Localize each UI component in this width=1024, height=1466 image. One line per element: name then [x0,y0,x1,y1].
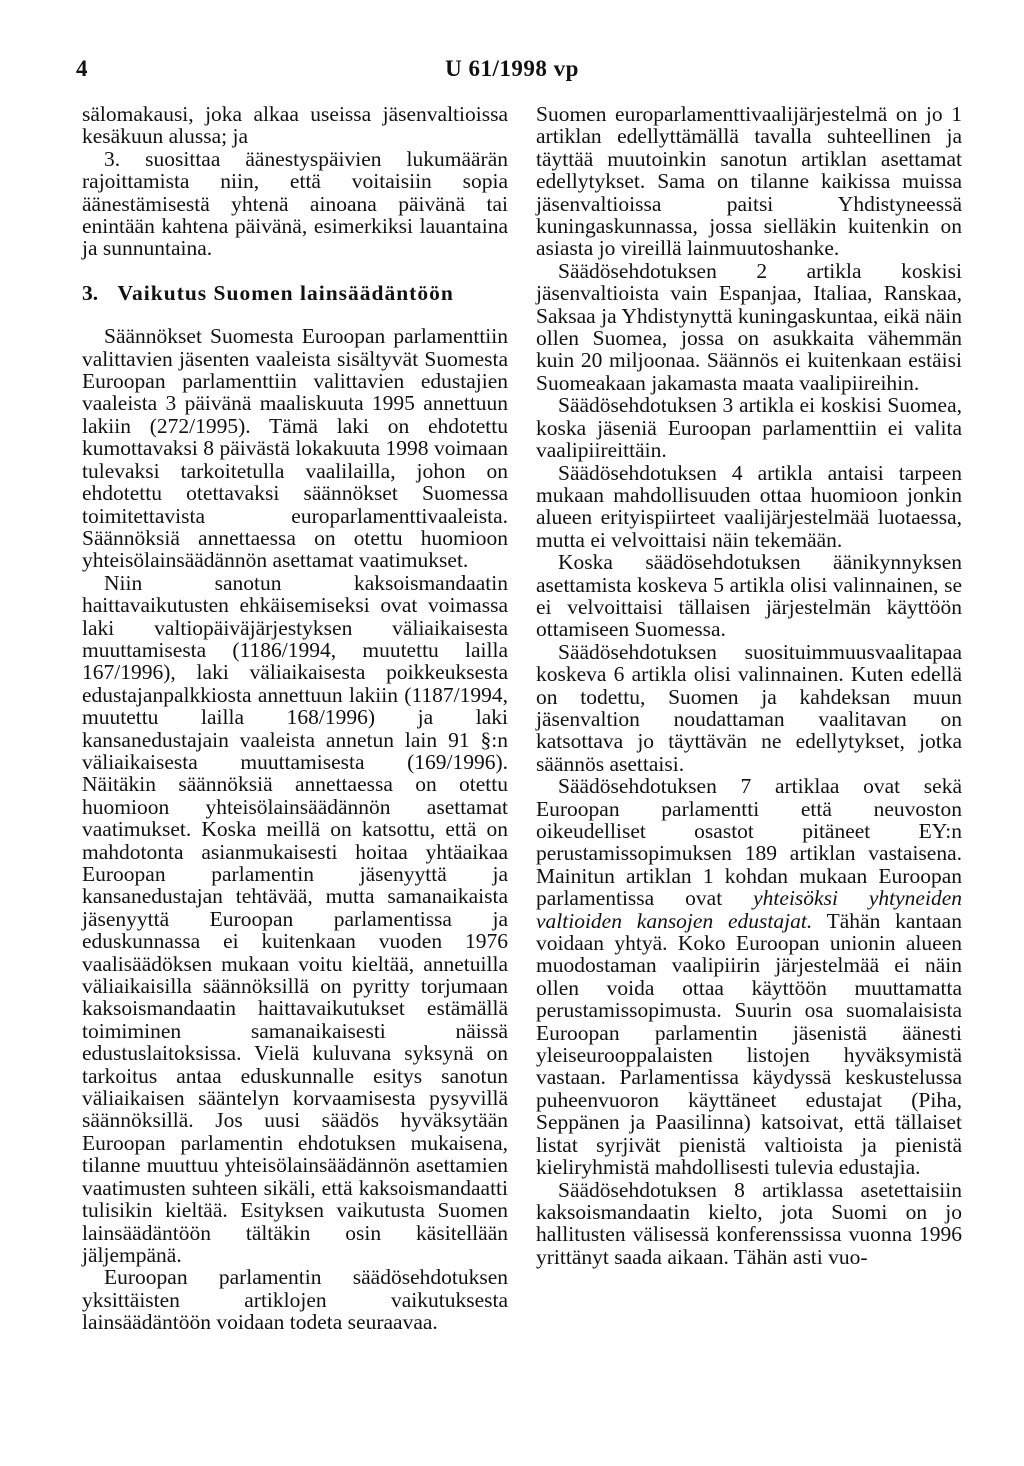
right-paragraph-1: Suomen europarlamenttivaalijärjestelmä on jo 1 artiklan edellyttämällä tavalla suhteellinen ja täyttää muutoinkin sanotun artiklan asettamat edellytykset. Sama on tilanne kaikissa muissa jäsenvaltioissa paitsi Yhdistyneessä kuningaskunnassa, jossa sielläkin kuitenkin on asiasta jo vireillä lainmuutoshanke. [536,102,962,261]
right-paragraph-5: Koska säädösehdotuksen äänikynnyksen asettamista koskeva 5 artikla olisi valinnainen, se ei velvoittaisi tällaisen järjestelmän käyttöön ottamiseen Suomessa. [536,550,962,642]
right-paragraph-8: Säädösehdotuksen 8 artiklassa asetettaisiin kaksoismandaatin kielto, jota Suomi on jo hallitusten välisessä konferenssissa vuonna 1996 yrittänyt saada aikaan. Tähän asti vuo- [536,1177,962,1269]
page-number: 4 [76,56,88,81]
left-paragraph-4: Niin sanotun kaksoismandaatin haittavaikutusten ehkäisemiseksi ovat voimassa laki valtiopäiväjärjestyksen väliaikaisesta muuttamisesta (1186/1994, muutettu lailla 167/1996), laki väliaikaisesta poikkeuksesta edustajanpalkkiosta annettuun lakiin (1187/1994, muutettu lailla 168/1996) ja laki kansanedustajain vaaleista annetun lain 91 §:n väliaikaisesta muuttamisesta (169/1996). Näitäkin säännöksiä annettaessa on otettu huomioon yhteisölainsäädännön asettamat vaatimukset. Koska meillä on katsottu, että on mahdotonta asianmukaisesti hoitaa yhtäaikaa Euroopan parlamentin jäsenyyttä ja kansanedustajan tehtävää, mutta samanaikaista jäsenyyttä Euroopan parlamentissa ja eduskunnassa ei kuitenkaan vuoden 1976 vaalisäädöksen mukaan voitu kieltää, annetuilla väliaikaisilla säännöksillä on pyritty torjumaan kaksoismandaatin haittavaikutukset estämällä toimiminen samanaikaisesti näissä edustuslaitoksissa. Vielä kuluvana syksynä on tarkoitus antaa eduskunnalle esitys sanotun väliaikaisen sääntelyn korvaamisesta pysyvillä säännöksillä. Jos uusi säädös hyväksytään Euroopan parlamentin ehdotuksen mukaisena, tilanne muuttuu yhteisölainsäädännön asettamien vaatimusten suhteen sikäli, että kaksoismandaatti tulisikin kieltää. Esityksen vaikutusta Suomen lainsäädäntöön tältäkin osin käsitellään jäljempänä. [82,570,508,1267]
document-id: U 61/1998 vp [445,56,579,81]
section-title: Vaikutus Suomen lainsäädäntöön [117,280,454,305]
right-paragraph-2: Säädösehdotuksen 2 artikla koskisi jäsenvaltioista vain Espanjaa, Italiaa, Ranskaa, Saksaa ja Yhdistynyttä kuningaskuntaa, eikä näin ollen Suomea, jossa on asukkaita vähemmän kuin 20 miljoonaa. Säännös ei kuitenkaan estäisi Suomeakaan jakamasta maata vaalipiireihin. [536,258,962,395]
left-paragraph-5: Euroopan parlamentin säädösehdotuksen yksittäisten artiklojen vaikutuksesta lainsäädäntöön voidaan todeta seuraavaa. [82,1265,508,1335]
right-paragraph-7-italic: yhteisöksi yhtyneiden valtioiden kansojen edustajat. [536,886,962,933]
section-heading [82,282,508,304]
right-paragraph-6: Säädösehdotuksen suosituimmuusvaalitapaa koskeva 6 artikla olisi valinnainen. Kuten edellä on todettu, Suomen ja kahdeksan muun jäsenvaltion noudattaman vaalitavan on katsottava jo täyttävän ne edellytykset, jotka säännös asettaisi. [536,639,962,776]
left-paragraph-1: sälomakausi, joka alkaa useissa jäsenvaltioissa kesäkuun alussa; ja [82,102,508,149]
left-paragraph-3: Säännökset Suomesta Euroopan parlamenttiin valittavien jäsenten vaaleista sisältyvät Suomesta Euroopan parlamenttiin valittavien edustajien vaaleista 3 päivänä maaliskuuta 1995 annettuun lakiin (272/1995). Tämä laki on ehdotettu kumottavaksi 8 päivästä lokakuuta 1998 voimaan tulevaksi tarkoitetulla vaalilailla, johon on ehdotettu otettavaksi säännökset Suomessa toimitettavista europarlamenttivaaleista. Säännöksiä annettaessa on otettu huomioon yhteisölainsäädännön asettamat vaatimukset. [82,324,508,573]
right-paragraph-7-start: Säädösehdotuksen 7 artiklaa ovat sekä Euroopan parlamentti että neuvoston oikeudelliset osastot pitäneet EY:n perustamissopimuksen 189 artiklan vastaisena. Mainitun artiklan 1 kohdan mukaan Euroopan parlamentissa ovat [536,774,962,911]
right-paragraph-4: Säädösehdotuksen 4 artikla antaisi tarpeen mukaan mahdollisuuden ottaa huomioon jonkin alueen erityispiirteet vaalijärjestelmää luotaessa, mutta ei velvoittaisi näin tekemään. [536,460,962,552]
left-column [82,103,508,1334]
right-paragraph-7 [536,775,962,1178]
right-paragraph-3: Säädösehdotuksen 3 artikla ei koskisi Suomea, koska jäseniä Euroopan parlamenttiin ei valita vaalipiireittäin. [536,393,962,463]
right-column [536,103,962,1268]
left-paragraph-2: 3. suosittaa äänestyspäivien lukumäärän rajoittamista niin, että voitaisiin sopia äänestämisestä yhtenä ainoana päivänä tai enintään kahtena päivänä, esimerkiksi lauantaina ja sunnuntaina. [82,146,508,261]
right-paragraph-7-end: Tähän kantaan voidaan yhtyä. Koko Euroopan unionin alueen muodostaman vaalipiirin järjestelmää ei näin ollen voida ottaa käyttöön muuttamatta perustamissopimusta. Suurin osa suomalaisista Euroopan parlamentin jäsenistä äänesti yleiseurooppalaisten listojen hyväksymistä vastaan. Parlamentissa käydyssä keskustelussa puheenvuoron käyttäneet edustajat (Piha, Seppänen ja Paasilinna) katsoivat, että tällaiset listat syrjivät pienistä valtioista ja pienistä kieliryhmistä mahdollisesti tulevia edustajia. [536,908,962,1180]
section-number: 3. [82,280,99,305]
